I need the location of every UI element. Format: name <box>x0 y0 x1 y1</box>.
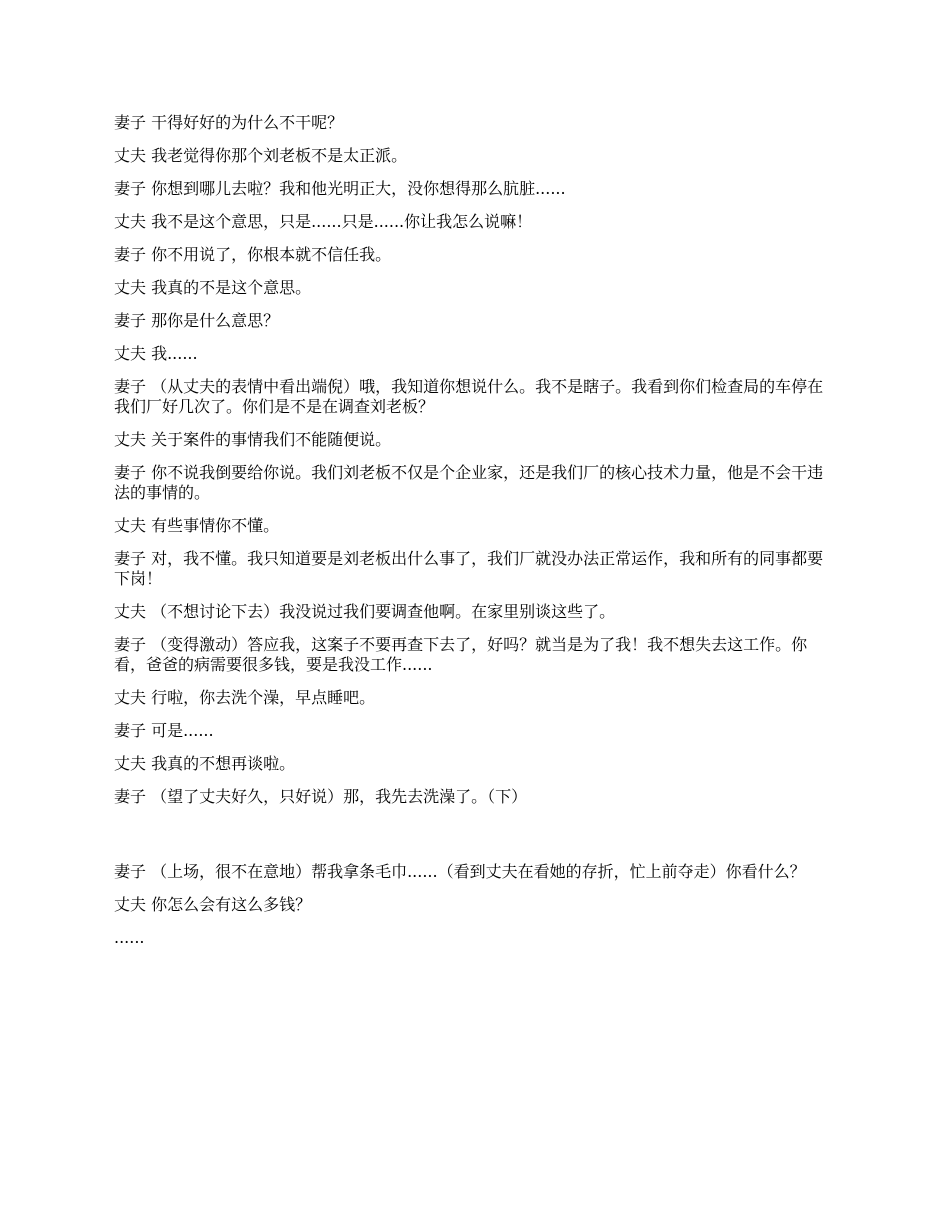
dialogue-line: 丈夫 我真的不是这个意思。 <box>114 278 312 297</box>
script-body <box>114 113 839 961</box>
dialogue-line: 妻子 你不用说了，你根本就不信任我。 <box>114 245 392 264</box>
ellipsis-line: ...... <box>114 928 145 947</box>
dialogue-line: 妻子 你想到哪儿去啦？我和他光明正大，没你想得那么肮脏...... <box>114 179 566 198</box>
dialogue-line: 妻子 对，我不懂。我只知道要是刘老板出什么事了，我们厂就没办法正常运作，我和所有的同事都要下岗！ <box>114 549 824 588</box>
dialogue-line: 妻子 可是...... <box>114 721 214 740</box>
dialogue-line: 丈夫 我真的不想再谈啦。 <box>114 754 296 773</box>
dialogue-line: 妻子 （从丈夫的表情中看出端倪）哦，我知道你想说什么。我不是瞎子。我看到你们检查局的车停在我们厂好几次了。你们是不是在调查刘老板？ <box>114 377 824 416</box>
dialogue-line: 丈夫 我不是这个意思，只是......只是......你让我怎么说嘛！ <box>114 212 533 231</box>
dialogue-line: 妻子 （变得激动）答应我，这案子不要再查下去了，好吗？就当是为了我！我不想失去这工作。你看，爸爸的病需要很多钱，要是我没工作...... <box>114 635 808 674</box>
dialogue-line: 妻子 （上场，很不在意地）帮我拿条毛巾......（看到丈夫在看她的存折，忙上前夺走）你看什么？ <box>114 862 806 881</box>
dialogue-line: 丈夫 行啦，你去洗个澡，早点睡吧。 <box>114 688 376 707</box>
dialogue-line: 妻子 （望了丈夫好久，只好说）那，我先去洗澡了。（下） <box>114 787 528 806</box>
dialogue-line: 妻子 你不说我倒要给你说。我们刘老板不仅是个企业家，还是我们厂的核心技术力量，他是不会干违法的事情的。 <box>114 463 824 502</box>
dialogue-line: 丈夫 关于案件的事情我们不能随便说。 <box>114 430 392 449</box>
dialogue-line: 妻子 那你是什么意思？ <box>114 311 280 330</box>
scene-break <box>114 820 839 862</box>
dialogue-line: 丈夫 你怎么会有这么多钱？ <box>114 895 312 914</box>
dialogue-line: 妻子 干得好好的为什么不干呢？ <box>114 113 344 132</box>
dialogue-line: 丈夫 有些事情你不懂。 <box>114 516 280 535</box>
dialogue-line: 丈夫 我老觉得你那个刘老板不是太正派。 <box>114 146 408 165</box>
dialogue-line: 丈夫 （不想讨论下去）我没说过我们要调查他啊。在家里别谈这些了。 <box>114 602 616 621</box>
dialogue-line: 丈夫 我...... <box>114 344 198 363</box>
